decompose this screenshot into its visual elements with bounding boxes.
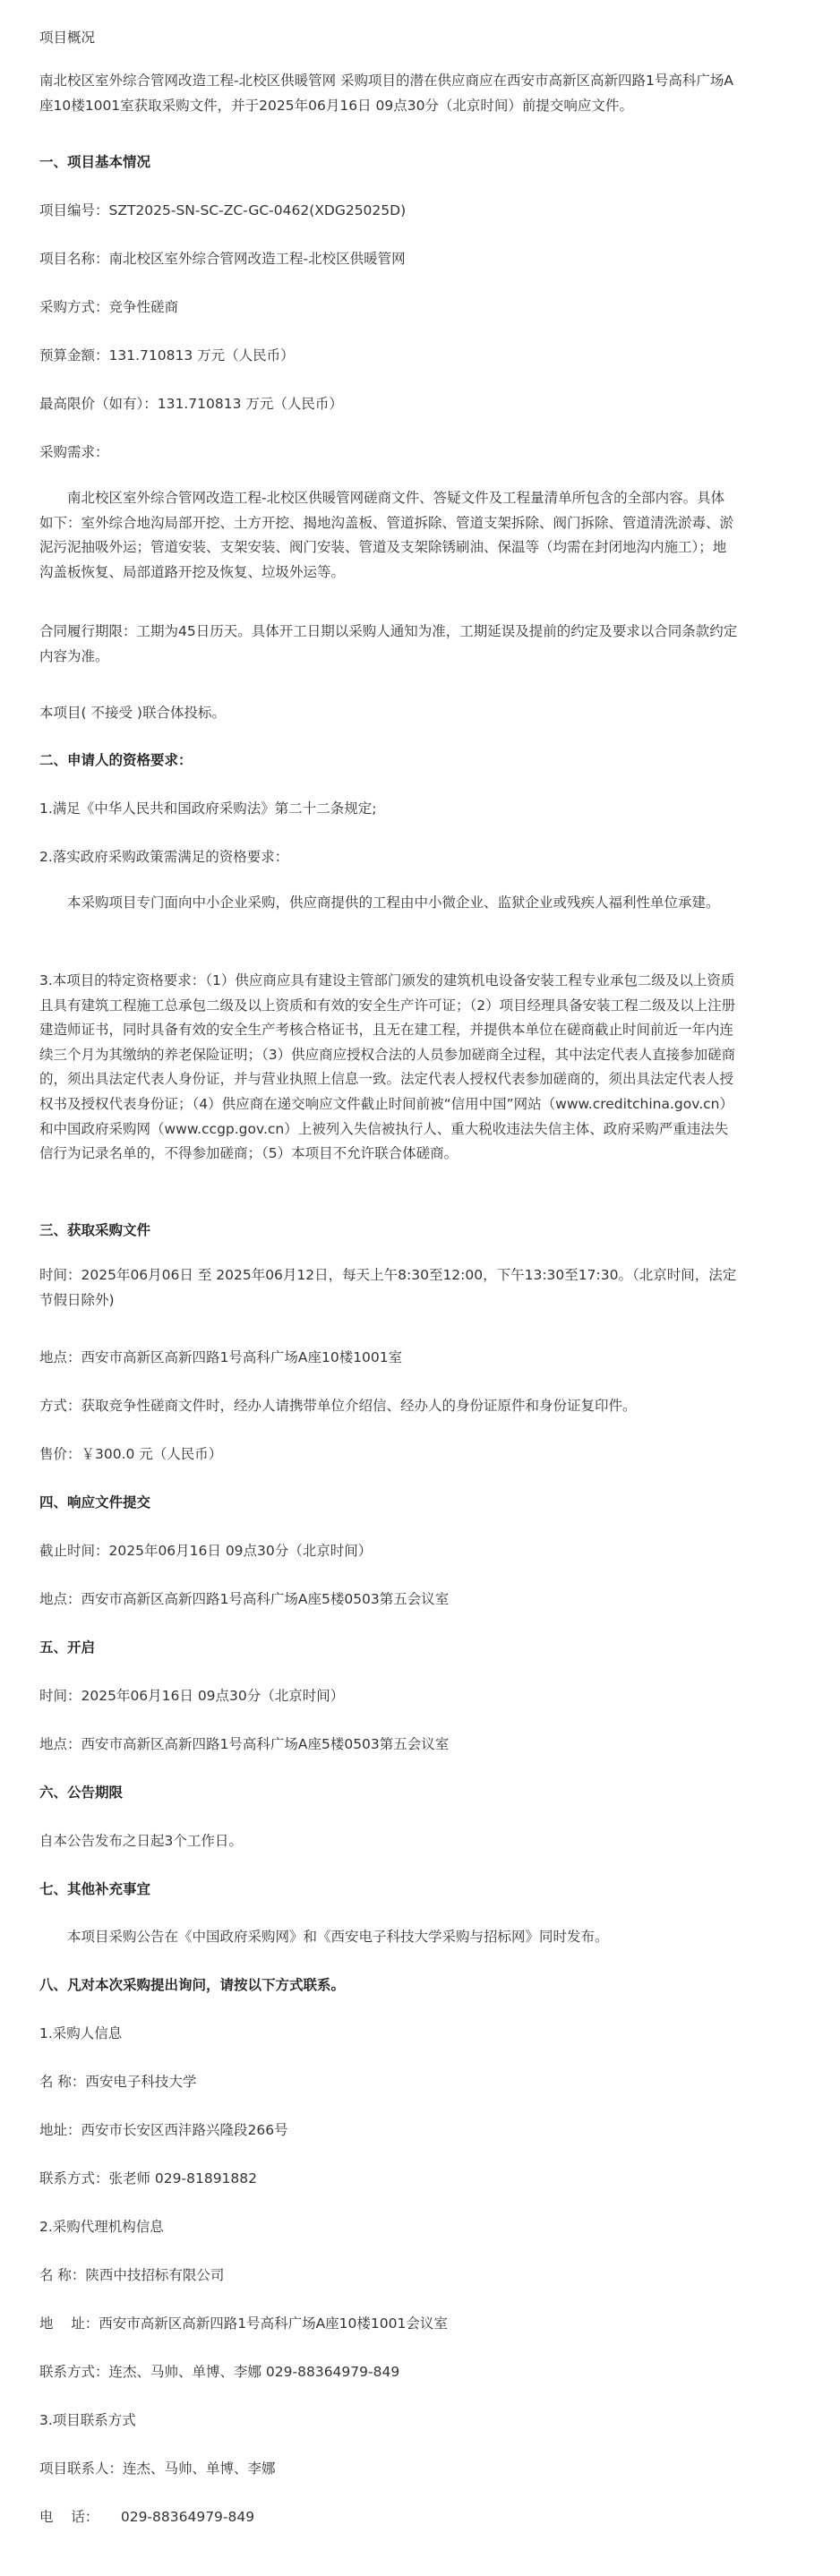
section-2-heading: 二、申请人的资格要求： bbox=[39, 752, 193, 768]
agent-name: 名 称：陕西中技招标有限公司 bbox=[39, 2267, 225, 2283]
section-5-heading: 五、开启 bbox=[39, 1639, 96, 1656]
obtain-time: 时间：2025年06月06日 至 2025年06月12日，每天上午8:30至12:00，下午13:30至17:30。（北京时间，法定节假日除外) bbox=[39, 1267, 737, 1308]
overview-title: 项目概况 bbox=[39, 30, 96, 46]
supplementary-text: 本项目采购公告在《中国政府采购网》和《西安电子科技大学采购与招标网》同时发布。 bbox=[67, 1929, 609, 1945]
obtain-place: 地点：西安市高新区高新四路1号高科广场A座10楼1001室 bbox=[39, 1349, 403, 1365]
section-8-heading: 八、凡对本次采购提出询问，请按以下方式联系。 bbox=[39, 1977, 346, 1993]
agent-info-label: 2.采购代理机构信息 bbox=[39, 2219, 164, 2235]
document-price: 售价：￥300.0 元（人民币） bbox=[39, 1446, 223, 1462]
buyer-info-label: 1.采购人信息 bbox=[39, 2025, 123, 2041]
project-contact-people: 项目联系人：连杰、马帅、单博、李娜 bbox=[39, 2460, 276, 2477]
submission-deadline: 截止时间：2025年06月16日 09点30分（北京时间） bbox=[39, 1543, 373, 1559]
contract-period: 合同履行期限：工期为45日历天。具体开工日期以采购人通知为准，工期延误及提前的约定及要求以合同条款约定内容为准。 bbox=[39, 623, 738, 664]
agent-address: 地 址：西安市高新区高新四路1号高科广场A座10楼1001会议室 bbox=[39, 2315, 448, 2332]
intro-paragraph: 南北校区室外综合管网改造工程-北校区供暖管网 采购项目的潜在供应商应在西安市高新区高新四路1号高科广场A座10楼1001室获取采购文件，并于2025年06月16日 09点30分（北京时间）前提交响应文件。 bbox=[39, 73, 733, 114]
project-number: 项目编号：SZT2025-SN-SC-ZC-GC-0462(XDG25025D) bbox=[39, 202, 407, 218]
max-price: 最高限价（如有）：131.710813 万元（人民币） bbox=[39, 396, 343, 412]
project-contact-phone: 电 话： 029-88364979-849 bbox=[39, 2509, 255, 2525]
procurement-method: 采购方式：竞争性磋商 bbox=[39, 299, 179, 315]
section-6-heading: 六、公告期限 bbox=[39, 1784, 124, 1801]
consortium-note: 本项目( 不接受 )联合体投标。 bbox=[39, 705, 226, 721]
opening-place: 地点：西安市高新区高新四路1号高科广场A座5楼0503第五会议室 bbox=[39, 1736, 450, 1752]
project-name: 项目名称：南北校区室外综合管网改造工程-北校区供暖管网 bbox=[39, 251, 406, 267]
section-7-heading: 七、其他补充事宜 bbox=[39, 1881, 151, 1897]
obtain-way: 方式：获取竞争性磋商文件时，经办人请携带单位介绍信、经办人的身份证原件和身份证复印件。 bbox=[39, 1398, 637, 1414]
section-3-heading: 三、获取采购文件 bbox=[39, 1222, 151, 1238]
needs-label: 采购需求： bbox=[39, 444, 109, 460]
qualification-3: 3.本项目的特定资格要求：（1）供应商应具有建设主管部门颁发的建筑机电设备安装工程专业承包二级及以上资质且具有建筑工程施工总承包二级及以上资质和有效的安全生产许可证；（2）项目经理具备安装工程二级及以上注册建造师证书，同时具备有效的安全生产考核合格证书，且无在建工程，并提供本单位在磋商截止时间前近一年内连续三个月为其缴纳的养老保险证明；（3）供应商应授权合法的人员参加磋商全过程，其中法定代表人直接参加磋商的，须出具法定代表人身份证，并与营业执照上信息一致。法定代表人授权代表参加磋商的，须出具法定代表人授权书及授权代表身份证；（4）供应商在递交响应文件截止时间前被“信用中国”网站（www.creditchina.gov.cn）和中国政府采购网（www.ccgp.gov.cn）上被列入失信被执行人、重大税收违法失信主体、政府采购严重违法失信行为记录名单的，不得参加磋商；（5）本项目不允许联合体磋商。 bbox=[39, 972, 736, 1162]
buyer-name: 名 称：西安电子科技大学 bbox=[39, 2074, 197, 2090]
qualification-2: 2.落实政府采购政策需满足的资格要求： bbox=[39, 849, 289, 865]
opening-time: 时间：2025年06月16日 09点30分（北京时间） bbox=[39, 1688, 345, 1704]
project-contact-label: 3.项目联系方式 bbox=[39, 2412, 136, 2428]
needs-text: 南北校区室外综合管网改造工程-北校区供暖管网磋商文件、答疑文件及工程量清单所包含的全部内容。具体如下：室外综合地沟局部开挖、土方开挖、揭地沟盖板、管道拆除、管道支架拆除、阀门拆除、管道清洗淤毒、淤泥污泥抽吸外运；管道安装、支架安装、阀门安装、管道及支架除锈刷油、保温等（均需在封闭地沟内施工）；地沟盖板恢复、局部道路开挖及恢复、垃圾外运等。 bbox=[39, 490, 734, 580]
budget-amount: 预算金额：131.710813 万元（人民币） bbox=[39, 347, 295, 364]
buyer-contact: 联系方式：张老师 029-81891882 bbox=[39, 2170, 257, 2187]
section-1-heading: 一、项目基本情况 bbox=[39, 154, 151, 170]
section-4-heading: 四、响应文件提交 bbox=[39, 1494, 151, 1511]
qualification-2-text: 本采购项目专门面向中小企业采购，供应商提供的工程由中小微企业、监狱企业或残疾人福利性单位承建。 bbox=[67, 894, 720, 911]
buyer-address: 地址：西安市长安区西沣路兴隆段266号 bbox=[39, 2122, 288, 2138]
submission-place: 地点：西安市高新区高新四路1号高科广场A座5楼0503第五会议室 bbox=[39, 1591, 450, 1607]
qualification-1: 1.满足《中华人民共和国政府采购法》第二十二条规定; bbox=[39, 800, 377, 817]
notice-period-text: 自本公告发布之日起3个工作日。 bbox=[39, 1833, 243, 1849]
agent-contact: 联系方式：连杰、马帅、单博、李娜 029-88364979-849 bbox=[39, 2364, 400, 2380]
